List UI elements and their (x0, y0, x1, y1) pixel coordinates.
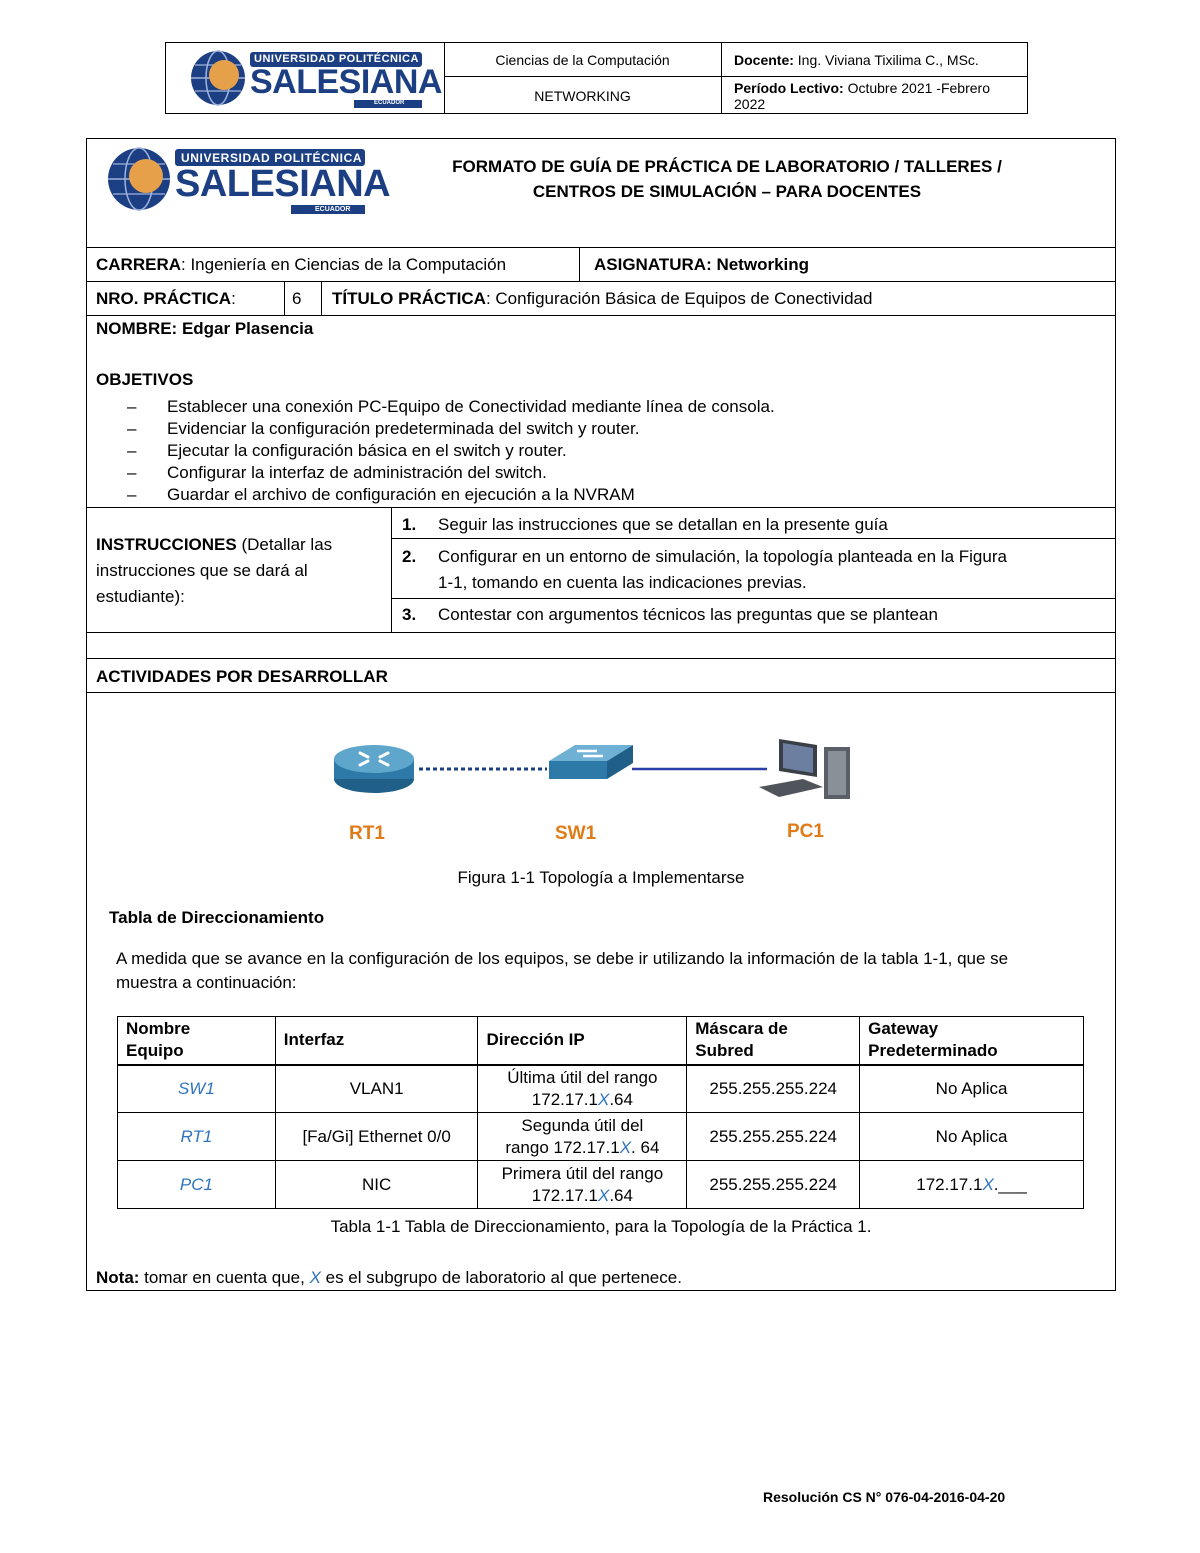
addressing-table (117, 1016, 1084, 1209)
ip-address: Primera útil del rango 172.17.1X.64 (478, 1161, 687, 1209)
ip-address: Segunda útil del rango 172.17.1X. 64 (478, 1113, 687, 1161)
col-header-ip: Dirección IP (478, 1017, 687, 1065)
instruction-1-num: 1. (402, 515, 417, 534)
university-logo-large (105, 143, 391, 220)
course-name: NETWORKING (534, 88, 631, 104)
form-title-line2: CENTROS DE SIMULACIÓN – PARA DOCENTES (532, 182, 922, 201)
table-header-row (118, 1017, 1084, 1065)
gateway: No Aplica (860, 1113, 1084, 1161)
nro-practica-value: 6 (292, 289, 302, 308)
ip-address: Última útil del rango 172.17.1X.64 (478, 1065, 687, 1113)
objetivo-item: Ejecutar la configuración básica en el switch y router. (167, 441, 567, 460)
logo-main-text: SALESIANA (250, 63, 442, 101)
objetivo-bullet: – (127, 419, 137, 438)
gateway: No Aplica (860, 1065, 1084, 1113)
docente: Docente: Ing. Viviana Tixilima C., MSc. (734, 52, 979, 68)
router-icon (334, 745, 414, 793)
device-label-pc1: PC1 (787, 821, 824, 842)
asignatura: ASIGNATURA: Networking (594, 255, 810, 274)
header-table (165, 42, 1028, 114)
footer-resolution: Resolución CS N° 076-04-2016-04-20 (763, 1489, 1006, 1505)
addressing-intro-line2: muestra a continuación: (116, 973, 297, 992)
col-header-nombre: Nombre Equipo (118, 1017, 276, 1065)
interface: VLAN1 (275, 1065, 478, 1113)
instruction-3-text: Contestar con argumentos técnicos las preguntas que se plantean (438, 605, 938, 624)
pc-icon (759, 739, 850, 799)
device-label-sw1: SW1 (555, 823, 597, 844)
logo-sub-text: ECUADOR (315, 206, 351, 213)
device-name: SW1 (118, 1065, 276, 1113)
objetivo-item: Configurar la interfaz de administración del switch. (167, 463, 547, 482)
device-label-rt1: RT1 (349, 823, 385, 844)
switch-icon (549, 745, 633, 779)
objetivo-bullet: – (127, 463, 137, 482)
logo-sub-text: ECUADOR (374, 100, 405, 106)
device-name: RT1 (118, 1113, 276, 1161)
logo-top-text: UNIVERSIDAD POLITÉCNICA (181, 151, 363, 165)
figure-caption: Figura 1-1 Topología a Implementarse (457, 868, 745, 887)
addressing-intro-line1: A medida que se avance en la configuración de los equipos, se debe ir utilizando la información de la tabla 1-1, que se (116, 949, 1009, 968)
actividades-heading: ACTIVIDADES POR DESARROLLAR (96, 667, 388, 686)
objetivo-bullet: – (127, 397, 137, 416)
table-row (118, 1161, 1084, 1209)
logo-top-text: UNIVERSIDAD POLITÉCNICA (254, 53, 419, 65)
instruction-2-num: 2. (402, 547, 417, 566)
instrucciones-heading: INSTRUCCIONES (Detallar las (96, 535, 333, 554)
subject-area: Ciencias de la Computación (495, 52, 670, 68)
form-title-line1: FORMATO DE GUÍA DE PRÁCTICA DE LABORATORIO / TALLERES / (452, 157, 1002, 176)
objetivo-bullet: – (127, 485, 137, 504)
col-header-gateway: Gateway Predeterminado (860, 1017, 1084, 1065)
student-name: NOMBRE: Edgar Plasencia (96, 319, 314, 338)
gateway: 172.17.1X.___ (860, 1161, 1084, 1209)
instruction-2-text-cont: 1-1, tomando en cuenta las indicaciones previas. (438, 573, 807, 592)
subnet-mask: 255.255.255.224 (687, 1161, 860, 1209)
instruction-2-text: Configurar en un entorno de simulación, la topología planteada en la Figura (438, 547, 1007, 566)
university-logo (188, 47, 442, 114)
col-header-mascara: Máscara de Subred (687, 1017, 860, 1065)
device-name: PC1 (118, 1161, 276, 1209)
table-caption: Tabla 1-1 Tabla de Direccionamiento, para la Topología de la Práctica 1. (330, 1217, 872, 1236)
table-row (118, 1113, 1084, 1161)
subnet-mask: 255.255.255.224 (687, 1113, 860, 1161)
subnet-mask: 255.255.255.224 (687, 1065, 860, 1113)
col-header-interfaz: Interfaz (275, 1017, 478, 1065)
table-row (118, 1065, 1084, 1113)
instrucciones-desc2: instrucciones que se dará al (96, 561, 308, 580)
periodo: Período Lectivo: Octubre 2021 -Febrero 2022 (734, 80, 990, 112)
instruction-3-num: 3. (402, 605, 417, 624)
nro-practica: NRO. PRÁCTICA: (96, 289, 236, 308)
logo-main-text: SALESIANA (175, 163, 391, 205)
interface: NIC (275, 1161, 478, 1209)
objetivo-item: Evidenciar la configuración predeterminada del switch y router. (167, 419, 640, 438)
objetivo-item: Establecer una conexión PC-Equipo de Conectividad mediante línea de consola. (167, 397, 775, 416)
interface: [Fa/Gi] Ethernet 0/0 (275, 1113, 478, 1161)
carrera: CARRERA: Ingeniería en Ciencias de la Computación (96, 255, 507, 274)
instrucciones-desc3: estudiante): (96, 587, 185, 606)
titulo-practica: TÍTULO PRÁCTICA: Configuración Básica de Equipos de Conectividad (332, 289, 873, 308)
objetivo-item: Guardar el archivo de configuración en ejecución a la NVRAM (167, 485, 635, 504)
addressing-heading: Tabla de Direccionamiento (109, 908, 325, 927)
nota: Nota: tomar en cuenta que, X es el subgrupo de laboratorio al que pertenece. (96, 1268, 682, 1287)
objetivo-bullet: – (127, 441, 137, 460)
instruction-1-text: Seguir las instrucciones que se detallan en la presente guía (438, 515, 888, 534)
objetivos-heading: OBJETIVOS (96, 370, 194, 389)
